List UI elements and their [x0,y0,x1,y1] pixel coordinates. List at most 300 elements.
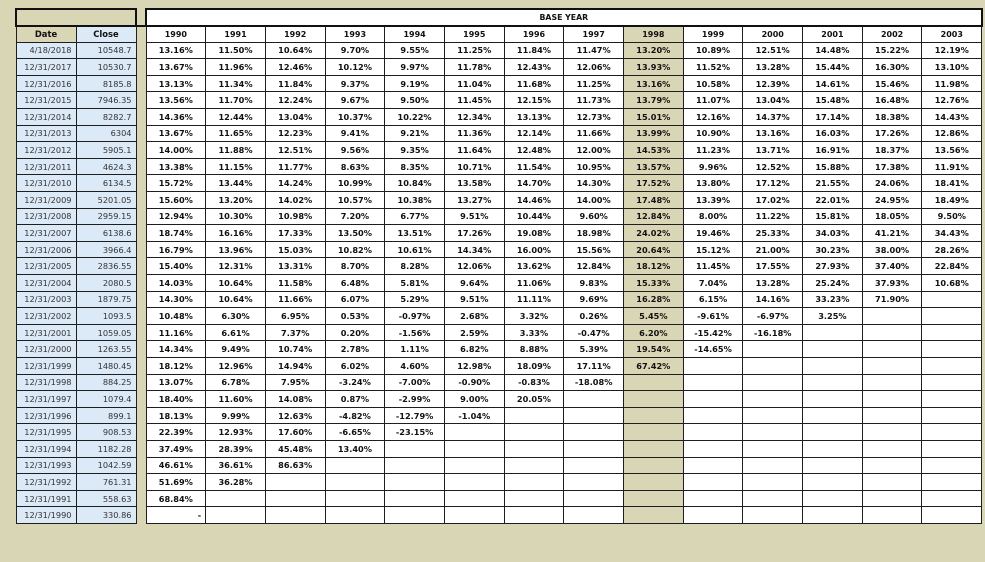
return-cell[interactable]: 13.27% [444,192,504,209]
return-cell[interactable]: 33.23% [803,291,863,308]
return-cell[interactable]: 18.40% [146,391,206,408]
return-cell[interactable]: 6.77% [385,208,445,225]
return-cell[interactable]: 10.98% [265,208,325,225]
return-cell[interactable]: 9.70% [325,42,385,59]
return-cell[interactable]: 4.60% [385,357,445,374]
close-cell[interactable]: 330.86 [76,507,136,524]
return-cell[interactable]: 14.30% [146,291,206,308]
return-cell[interactable] [564,474,624,491]
return-cell[interactable]: -0.83% [504,374,564,391]
return-cell[interactable] [862,341,922,358]
return-cell[interactable]: 11.84% [265,75,325,92]
return-cell[interactable]: 37.40% [862,258,922,275]
year-header-1995[interactable]: 1995 [444,26,504,43]
return-cell[interactable] [624,490,684,507]
return-cell[interactable]: 13.93% [624,59,684,76]
return-cell[interactable]: 45.48% [265,440,325,457]
return-cell[interactable]: 11.25% [564,75,624,92]
return-cell[interactable]: 14.61% [803,75,863,92]
close-cell[interactable]: 558.63 [76,490,136,507]
return-cell[interactable]: 9.50% [922,208,982,225]
date-cell[interactable]: 12/31/1993 [16,457,76,474]
return-cell[interactable]: 16.03% [803,125,863,142]
return-cell[interactable]: 14.94% [265,357,325,374]
close-cell[interactable]: 8282.7 [76,109,136,126]
return-cell[interactable] [743,507,803,524]
return-cell[interactable]: 11.47% [564,42,624,59]
return-cell[interactable]: 68.84% [146,490,206,507]
return-cell[interactable]: 17.12% [743,175,803,192]
date-cell[interactable]: 12/31/2017 [16,59,76,76]
return-cell[interactable]: 18.49% [922,192,982,209]
return-cell[interactable] [862,474,922,491]
return-cell[interactable]: 2.68% [444,308,504,325]
return-cell[interactable]: 9.55% [385,42,445,59]
return-cell[interactable] [504,457,564,474]
return-cell[interactable]: 18.13% [146,407,206,424]
date-cell[interactable]: 12/31/2015 [16,92,76,109]
return-cell[interactable]: 9.97% [385,59,445,76]
return-cell[interactable] [325,507,385,524]
return-cell[interactable] [504,490,564,507]
base-year-title[interactable]: BASE YEAR [146,9,982,26]
return-cell[interactable] [862,507,922,524]
return-cell[interactable]: 17.60% [265,424,325,441]
return-cell[interactable] [265,490,325,507]
return-cell[interactable]: 13.39% [683,192,743,209]
return-cell[interactable]: 9.51% [444,291,504,308]
return-cell[interactable]: 9.67% [325,92,385,109]
return-cell[interactable] [803,391,863,408]
return-cell[interactable]: 14.53% [624,142,684,159]
year-header-2003[interactable]: 2003 [922,26,982,43]
return-cell[interactable]: 12.94% [146,208,206,225]
return-cell[interactable]: 10.61% [385,241,445,258]
return-cell[interactable]: 11.45% [444,92,504,109]
return-cell[interactable]: 5.81% [385,275,445,292]
return-cell[interactable]: 36.28% [206,474,266,491]
return-cell[interactable]: 13.51% [385,225,445,242]
return-cell[interactable]: 14.03% [146,275,206,292]
return-cell[interactable]: 14.00% [146,142,206,159]
return-cell[interactable]: 12.84% [564,258,624,275]
return-cell[interactable]: 9.37% [325,75,385,92]
return-cell[interactable]: 12.34% [444,109,504,126]
return-cell[interactable]: 11.11% [504,291,564,308]
date-cell[interactable]: 12/31/2002 [16,308,76,325]
return-cell[interactable]: 17.33% [265,225,325,242]
return-cell[interactable]: 8.70% [325,258,385,275]
return-cell[interactable]: 9.96% [683,158,743,175]
close-cell[interactable]: 2959.15 [76,208,136,225]
return-cell[interactable]: 10.38% [385,192,445,209]
return-cell[interactable]: 34.43% [922,225,982,242]
return-cell[interactable]: 17.48% [624,192,684,209]
return-cell[interactable] [624,507,684,524]
close-cell[interactable]: 884.25 [76,374,136,391]
return-cell[interactable]: 17.55% [743,258,803,275]
return-cell[interactable]: 11.78% [444,59,504,76]
return-cell[interactable]: 21.00% [743,241,803,258]
return-cell[interactable]: 12.84% [624,208,684,225]
return-cell[interactable]: 12.46% [265,59,325,76]
return-cell[interactable]: 15.60% [146,192,206,209]
return-cell[interactable] [803,474,863,491]
return-cell[interactable]: 67.42% [624,357,684,374]
return-cell[interactable]: 6.82% [444,341,504,358]
return-cell[interactable]: 16.79% [146,241,206,258]
return-cell[interactable] [743,440,803,457]
return-cell[interactable] [683,507,743,524]
close-cell[interactable]: 1879.75 [76,291,136,308]
return-cell[interactable]: -6.97% [743,308,803,325]
return-cell[interactable]: 8.88% [504,341,564,358]
return-cell[interactable] [803,341,863,358]
return-cell[interactable]: 16.30% [862,59,922,76]
close-cell[interactable]: 10530.7 [76,59,136,76]
return-cell[interactable]: 11.91% [922,158,982,175]
return-cell[interactable]: 13.56% [922,142,982,159]
date-cell[interactable]: 12/31/1997 [16,391,76,408]
return-cell[interactable]: 18.37% [862,142,922,159]
return-cell[interactable] [803,424,863,441]
close-cell[interactable]: 2080.5 [76,275,136,292]
return-cell[interactable]: 17.26% [862,125,922,142]
close-cell[interactable]: 1079.4 [76,391,136,408]
return-cell[interactable]: 12.96% [206,357,266,374]
return-cell[interactable]: 15.40% [146,258,206,275]
return-cell[interactable]: 18.74% [146,225,206,242]
return-cell[interactable] [624,374,684,391]
return-cell[interactable]: 38.00% [862,241,922,258]
return-cell[interactable]: 11.70% [206,92,266,109]
return-cell[interactable]: 30.23% [803,241,863,258]
return-cell[interactable] [803,357,863,374]
return-cell[interactable]: 18.98% [564,225,624,242]
return-cell[interactable] [624,440,684,457]
return-cell[interactable]: 6.30% [206,308,266,325]
return-cell[interactable]: 12.98% [444,357,504,374]
return-cell[interactable] [743,374,803,391]
year-header-1993[interactable]: 1993 [325,26,385,43]
return-cell[interactable]: 12.24% [265,92,325,109]
return-cell[interactable]: 41.21% [862,225,922,242]
return-cell[interactable]: 7.20% [325,208,385,225]
return-cell[interactable] [385,440,445,457]
return-cell[interactable] [922,291,982,308]
return-cell[interactable]: 14.02% [265,192,325,209]
return-cell[interactable] [862,407,922,424]
return-cell[interactable]: 15.81% [803,208,863,225]
return-cell[interactable]: 13.28% [743,275,803,292]
return-cell[interactable]: 11.25% [444,42,504,59]
return-cell[interactable] [922,391,982,408]
return-cell[interactable]: 12.52% [743,158,803,175]
date-cell[interactable]: 12/31/1996 [16,407,76,424]
return-cell[interactable]: 13.58% [444,175,504,192]
return-cell[interactable]: 14.00% [564,192,624,209]
return-cell[interactable]: 28.26% [922,241,982,258]
header-blank-cell[interactable] [16,9,136,26]
return-cell[interactable]: 51.69% [146,474,206,491]
return-cell[interactable]: 14.24% [265,175,325,192]
return-cell[interactable]: 13.40% [325,440,385,457]
return-cell[interactable] [325,457,385,474]
return-cell[interactable] [862,440,922,457]
return-cell[interactable]: 13.16% [624,75,684,92]
close-cell[interactable]: 1263.55 [76,341,136,358]
return-cell[interactable]: 7.95% [265,374,325,391]
return-cell[interactable] [743,424,803,441]
return-cell[interactable]: 10.84% [385,175,445,192]
return-cell[interactable]: 16.91% [803,142,863,159]
return-cell[interactable]: 24.95% [862,192,922,209]
return-cell[interactable]: 11.77% [265,158,325,175]
return-cell[interactable]: 13.57% [624,158,684,175]
return-cell[interactable]: 9.60% [564,208,624,225]
return-cell[interactable]: 12.48% [504,142,564,159]
return-cell[interactable] [504,474,564,491]
return-cell[interactable]: 5.39% [564,341,624,358]
return-cell[interactable]: 24.02% [624,225,684,242]
return-cell[interactable]: 9.99% [206,407,266,424]
return-cell[interactable]: 11.65% [206,125,266,142]
return-cell[interactable]: 12.39% [743,75,803,92]
return-cell[interactable]: 13.16% [146,42,206,59]
return-cell[interactable]: -1.56% [385,324,445,341]
return-cell[interactable] [743,474,803,491]
year-header-2002[interactable]: 2002 [862,26,922,43]
return-cell[interactable]: 12.86% [922,125,982,142]
close-cell[interactable]: 1480.45 [76,357,136,374]
return-cell[interactable] [922,341,982,358]
return-cell[interactable]: 6.02% [325,357,385,374]
close-cell[interactable]: 7946.35 [76,92,136,109]
return-cell[interactable]: 12.44% [206,109,266,126]
year-header-1997[interactable]: 1997 [564,26,624,43]
return-cell[interactable] [504,440,564,457]
date-cell[interactable]: 12/31/2016 [16,75,76,92]
return-cell[interactable]: 13.31% [265,258,325,275]
return-cell[interactable]: 3.33% [504,324,564,341]
return-cell[interactable] [624,391,684,408]
return-cell[interactable] [624,424,684,441]
return-cell[interactable]: 10.71% [444,158,504,175]
date-cell[interactable]: 12/31/2014 [16,109,76,126]
return-cell[interactable]: 12.43% [504,59,564,76]
return-cell[interactable]: 10.64% [206,291,266,308]
return-cell[interactable]: 7.04% [683,275,743,292]
date-cell[interactable]: 12/31/2008 [16,208,76,225]
return-cell[interactable]: 15.72% [146,175,206,192]
return-cell[interactable] [683,457,743,474]
return-cell[interactable]: 10.48% [146,308,206,325]
return-cell[interactable] [564,507,624,524]
return-cell[interactable] [444,424,504,441]
date-cell[interactable]: 12/31/2006 [16,241,76,258]
return-cell[interactable]: 11.52% [683,59,743,76]
return-cell[interactable]: 8.00% [683,208,743,225]
return-cell[interactable] [206,490,266,507]
return-cell[interactable]: 8.28% [385,258,445,275]
year-header-1992[interactable]: 1992 [265,26,325,43]
close-cell[interactable]: 1182.28 [76,440,136,457]
return-cell[interactable]: 17.38% [862,158,922,175]
return-cell[interactable]: 46.61% [146,457,206,474]
return-cell[interactable]: 10.37% [325,109,385,126]
return-cell[interactable]: 14.70% [504,175,564,192]
return-cell[interactable] [504,424,564,441]
return-cell[interactable]: 17.52% [624,175,684,192]
return-cell[interactable]: 16.48% [862,92,922,109]
return-cell[interactable]: 11.66% [265,291,325,308]
close-cell[interactable]: 8185.8 [76,75,136,92]
return-cell[interactable] [504,507,564,524]
return-cell[interactable] [922,440,982,457]
return-cell[interactable]: 6.48% [325,275,385,292]
return-cell[interactable]: 15.22% [862,42,922,59]
return-cell[interactable]: 17.02% [743,192,803,209]
close-header[interactable]: Close [76,26,136,43]
return-cell[interactable]: 12.16% [683,109,743,126]
return-cell[interactable]: -16.18% [743,324,803,341]
date-cell[interactable]: 12/31/2000 [16,341,76,358]
return-cell[interactable]: 14.46% [504,192,564,209]
close-cell[interactable]: 761.31 [76,474,136,491]
close-cell[interactable]: 5201.05 [76,192,136,209]
return-cell[interactable] [564,440,624,457]
return-cell[interactable]: 12.51% [743,42,803,59]
return-cell[interactable]: 15.12% [683,241,743,258]
return-cell[interactable] [743,457,803,474]
return-cell[interactable]: 12.14% [504,125,564,142]
return-cell[interactable]: 9.51% [444,208,504,225]
return-cell[interactable] [564,407,624,424]
return-cell[interactable] [922,490,982,507]
return-cell[interactable]: 12.06% [444,258,504,275]
return-cell[interactable] [265,507,325,524]
return-cell[interactable]: 19.54% [624,341,684,358]
return-cell[interactable]: 14.16% [743,291,803,308]
return-cell[interactable]: 11.22% [743,208,803,225]
return-cell[interactable] [803,490,863,507]
return-cell[interactable]: -7.00% [385,374,445,391]
return-cell[interactable]: 13.13% [146,75,206,92]
return-cell[interactable]: 10.12% [325,59,385,76]
return-cell[interactable]: 10.44% [504,208,564,225]
return-cell[interactable]: 37.49% [146,440,206,457]
return-cell[interactable]: 3.25% [803,308,863,325]
return-cell[interactable]: 13.44% [206,175,266,192]
return-cell[interactable]: 10.99% [325,175,385,192]
return-cell[interactable] [683,474,743,491]
return-cell[interactable]: 11.50% [206,42,266,59]
date-cell[interactable]: 12/31/2013 [16,125,76,142]
return-cell[interactable] [385,474,445,491]
close-cell[interactable]: 3966.4 [76,241,136,258]
return-cell[interactable]: 12.93% [206,424,266,441]
return-cell[interactable]: 11.66% [564,125,624,142]
return-cell[interactable] [325,490,385,507]
return-cell[interactable]: 13.67% [146,125,206,142]
return-cell[interactable]: 9.49% [206,341,266,358]
return-cell[interactable] [624,474,684,491]
return-cell[interactable]: 18.09% [504,357,564,374]
year-header-1991[interactable]: 1991 [206,26,266,43]
return-cell[interactable]: 11.58% [265,275,325,292]
return-cell[interactable]: 13.96% [206,241,266,258]
date-cell[interactable]: 4/18/2018 [16,42,76,59]
close-cell[interactable]: 2836.55 [76,258,136,275]
return-cell[interactable]: -6.65% [325,424,385,441]
return-cell[interactable] [385,457,445,474]
year-header-1994[interactable]: 1994 [385,26,445,43]
close-cell[interactable]: 908.53 [76,424,136,441]
close-cell[interactable]: 5905.1 [76,142,136,159]
return-cell[interactable] [922,308,982,325]
return-cell[interactable]: 6.15% [683,291,743,308]
return-cell[interactable]: 14.30% [564,175,624,192]
return-cell[interactable]: 0.87% [325,391,385,408]
return-cell[interactable]: 20.64% [624,241,684,258]
return-cell[interactable]: 13.10% [922,59,982,76]
date-cell[interactable]: 12/31/1990 [16,507,76,524]
return-cell[interactable]: 9.56% [325,142,385,159]
return-cell[interactable]: 11.16% [146,324,206,341]
year-header-2000[interactable]: 2000 [743,26,803,43]
return-cell[interactable]: 12.06% [564,59,624,76]
return-cell[interactable]: 14.34% [444,241,504,258]
return-cell[interactable]: 3.32% [504,308,564,325]
return-cell[interactable]: 18.05% [862,208,922,225]
return-cell[interactable]: -1.04% [444,407,504,424]
return-cell[interactable]: 14.34% [146,341,206,358]
return-cell[interactable]: 37.93% [862,275,922,292]
date-cell[interactable]: 12/31/1992 [16,474,76,491]
return-cell[interactable]: 13.79% [624,92,684,109]
return-cell[interactable] [922,424,982,441]
return-cell[interactable] [922,374,982,391]
return-cell[interactable]: 10.57% [325,192,385,209]
return-cell[interactable]: 11.98% [922,75,982,92]
return-cell[interactable] [922,507,982,524]
return-cell[interactable]: 12.00% [564,142,624,159]
return-cell[interactable]: 11.15% [206,158,266,175]
return-cell[interactable]: 9.64% [444,275,504,292]
return-cell[interactable]: 6.78% [206,374,266,391]
return-cell[interactable]: 11.45% [683,258,743,275]
return-cell[interactable] [862,391,922,408]
return-cell[interactable] [683,357,743,374]
return-cell[interactable]: 10.30% [206,208,266,225]
return-cell[interactable]: 14.36% [146,109,206,126]
return-cell[interactable]: 25.24% [803,275,863,292]
return-cell[interactable] [564,424,624,441]
return-cell[interactable]: 11.06% [504,275,564,292]
return-cell[interactable]: 12.63% [265,407,325,424]
return-cell[interactable]: 13.38% [146,158,206,175]
date-cell[interactable]: 12/31/2012 [16,142,76,159]
return-cell[interactable]: 13.07% [146,374,206,391]
return-cell[interactable]: 10.64% [265,42,325,59]
return-cell[interactable] [743,357,803,374]
return-cell[interactable] [683,490,743,507]
return-cell[interactable]: 13.71% [743,142,803,159]
return-cell[interactable]: 17.11% [564,357,624,374]
year-header-1990[interactable]: 1990 [146,26,206,43]
return-cell[interactable]: 13.28% [743,59,803,76]
return-cell[interactable] [862,308,922,325]
